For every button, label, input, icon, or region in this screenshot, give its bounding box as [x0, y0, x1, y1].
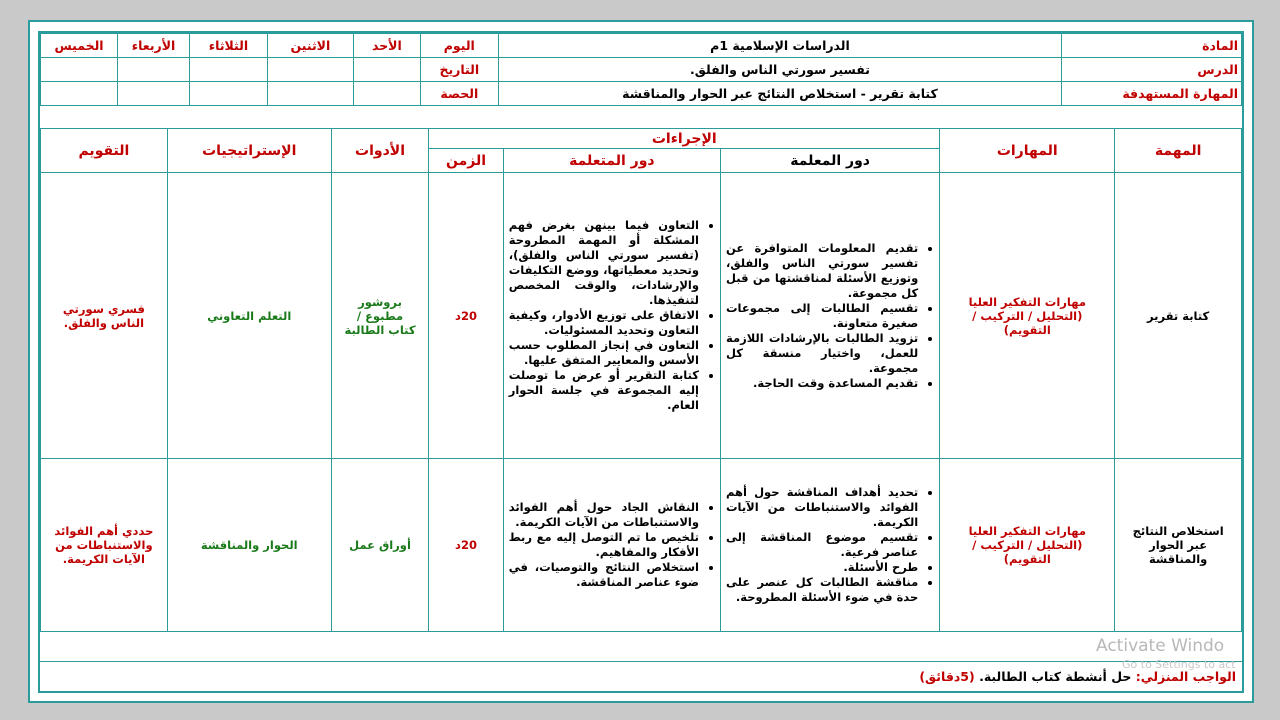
- lesson-label: الدرس: [1062, 58, 1242, 82]
- tools-cell: بروشور مطبوع / كتاب الطالبة: [331, 173, 429, 459]
- list-item: • النقاش الجاد حول أهم الفوائد والاستنباطات من الآيات الكريمة.: [509, 500, 699, 530]
- date-cell: [118, 58, 190, 82]
- strategy-cell: التعلم التعاوني: [167, 173, 331, 459]
- skill-value: كتابة تقرير - استخلاص النتائج عبر الحوار والمناقشة: [498, 82, 1061, 106]
- list-item: • تقسيم موضوع المناقشة إلى عناصر فرعية.: [726, 530, 918, 560]
- homework-line: [919, 669, 1236, 684]
- lesson-plan-frame: [38, 31, 1244, 693]
- list-item: • تقديم المعلومات المتوافرة عن تفسير سورتي الناس والفلق، وتوزيع الأسئلة لمناقشتها من قبل كل مجموعة.: [726, 241, 918, 301]
- day-thursday: الخميس: [41, 34, 118, 58]
- col-tools: الأدوات: [331, 129, 429, 173]
- date-cell: [189, 58, 267, 82]
- day-monday: الاثنين: [267, 34, 353, 58]
- list-item: • طرح الأسئلة.: [726, 560, 918, 575]
- list-item: • استخلاص النتائج والتوصيات، في ضوء عناصر المناقشة.: [509, 560, 699, 590]
- list-item: • التعاون فيما بينهن بغرض فهم المشكلة أو المهمة المطروحة (تفسير سورتي الناس والفلق)، وتحديد معطياتها، ووضع التكليفات والإرشادات، والوقت المخصص لتنفيذها.: [509, 218, 699, 308]
- homework-text: حل أنشطة كتاب الطالبة.: [979, 669, 1132, 684]
- day-wednesday: الأربعاء: [118, 34, 190, 58]
- col-time: الزمن: [429, 149, 503, 173]
- lesson-value: تفسير سورتي الناس والفلق.: [498, 58, 1061, 82]
- table-row: [41, 173, 1242, 459]
- col-teacher-role: دور المعلمة: [720, 149, 939, 173]
- teacher-role-cell: [720, 459, 939, 632]
- period-cell: [118, 82, 190, 106]
- list-item: • الاتفاق على توزيع الأدوار، وكيفية التعاون وتحديد المسئوليات.: [509, 308, 699, 338]
- homework-label: الواجب المنزلي:: [1135, 669, 1236, 684]
- evaluation-cell: فسري سورتي الناس والفلق.: [41, 173, 168, 459]
- student-role-cell: [503, 173, 720, 459]
- list-item: • تلخيص ما تم التوصل إليه مع ربط الأفكار والمفاهيم.: [509, 530, 699, 560]
- task-cell: كتابة تقرير: [1115, 173, 1242, 459]
- teacher-role-cell: [720, 173, 939, 459]
- list-item: • تقسيم الطالبات إلى مجموعات صغيرة متعاونة.: [726, 301, 918, 331]
- subject-value: الدراسات الإسلامية 1م: [498, 34, 1061, 58]
- procedures-table: [40, 128, 1242, 632]
- col-skills: المهارات: [940, 129, 1115, 173]
- period-cell: [189, 82, 267, 106]
- period-cell: [353, 82, 420, 106]
- time-cell: 20د: [429, 173, 503, 459]
- date-label: التاريخ: [420, 58, 498, 82]
- list-item: • تقديم المساعدة وقت الحاجة.: [726, 376, 918, 391]
- tools-cell: أوراق عمل: [331, 459, 429, 632]
- list-item: • مناقشة الطالبات كل عنصر على حدة في ضوء الأسئلة المطروحة.: [726, 575, 918, 605]
- period-cell: [267, 82, 353, 106]
- day-sunday: الأحد: [353, 34, 420, 58]
- skills-cell: مهارات التفكير العليا (التحليل / التركيب / التقويم): [940, 173, 1115, 459]
- strategy-cell: الحوار والمناقشة: [167, 459, 331, 632]
- skill-label: المهارة المستهدفة: [1062, 82, 1242, 106]
- header-table: [40, 33, 1242, 106]
- col-task: المهمة: [1115, 129, 1242, 173]
- period-label: الحصة: [420, 82, 498, 106]
- evaluation-cell: حددي أهم الفوائد والاستنباطات من الآيات الكريمة.: [41, 459, 168, 632]
- col-evaluation: التقويم: [41, 129, 168, 173]
- date-cell: [353, 58, 420, 82]
- divider: [40, 661, 1242, 662]
- day-tuesday: الثلاثاء: [189, 34, 267, 58]
- col-strategies: الإستراتيجيات: [167, 129, 331, 173]
- col-student-role: دور المتعلمة: [503, 149, 720, 173]
- activation-watermark-sub: Go to Settings to act: [1122, 658, 1236, 671]
- homework-duration: (5دقائق): [919, 669, 975, 684]
- list-item: • تحديد أهداف المناقشة حول أهم الفوائد والاستنباطات من الآيات الكريمة.: [726, 485, 918, 530]
- skills-cell: مهارات التفكير العليا (التحليل / التركيب / التقويم): [940, 459, 1115, 632]
- student-role-cell: [503, 459, 720, 632]
- list-item: • التعاون في إنجاز المطلوب حسب الأسس والمعايير المتفق عليها.: [509, 338, 699, 368]
- task-cell: استخلاص النتائج عبر الحوار والمناقشة: [1115, 459, 1242, 632]
- time-cell: 20د: [429, 459, 503, 632]
- list-item: • تزويد الطالبات بالإرشادات اللازمة للعمل، واختيار منسقة كل مجموعة.: [726, 331, 918, 376]
- table-row: [41, 459, 1242, 632]
- subject-label: المادة: [1062, 34, 1242, 58]
- day-label: اليوم: [420, 34, 498, 58]
- spacer-row: [40, 106, 1242, 129]
- list-item: • كتابة التقرير أو عرض ما توصلت إليه المجموعة في جلسة الحوار العام.: [509, 368, 699, 413]
- date-cell: [267, 58, 353, 82]
- col-procedures: الإجراءات: [429, 129, 940, 149]
- date-cell: [41, 58, 118, 82]
- period-cell: [41, 82, 118, 106]
- activation-watermark: Activate Windo: [1096, 636, 1225, 656]
- lesson-plan-sheet: [28, 20, 1254, 703]
